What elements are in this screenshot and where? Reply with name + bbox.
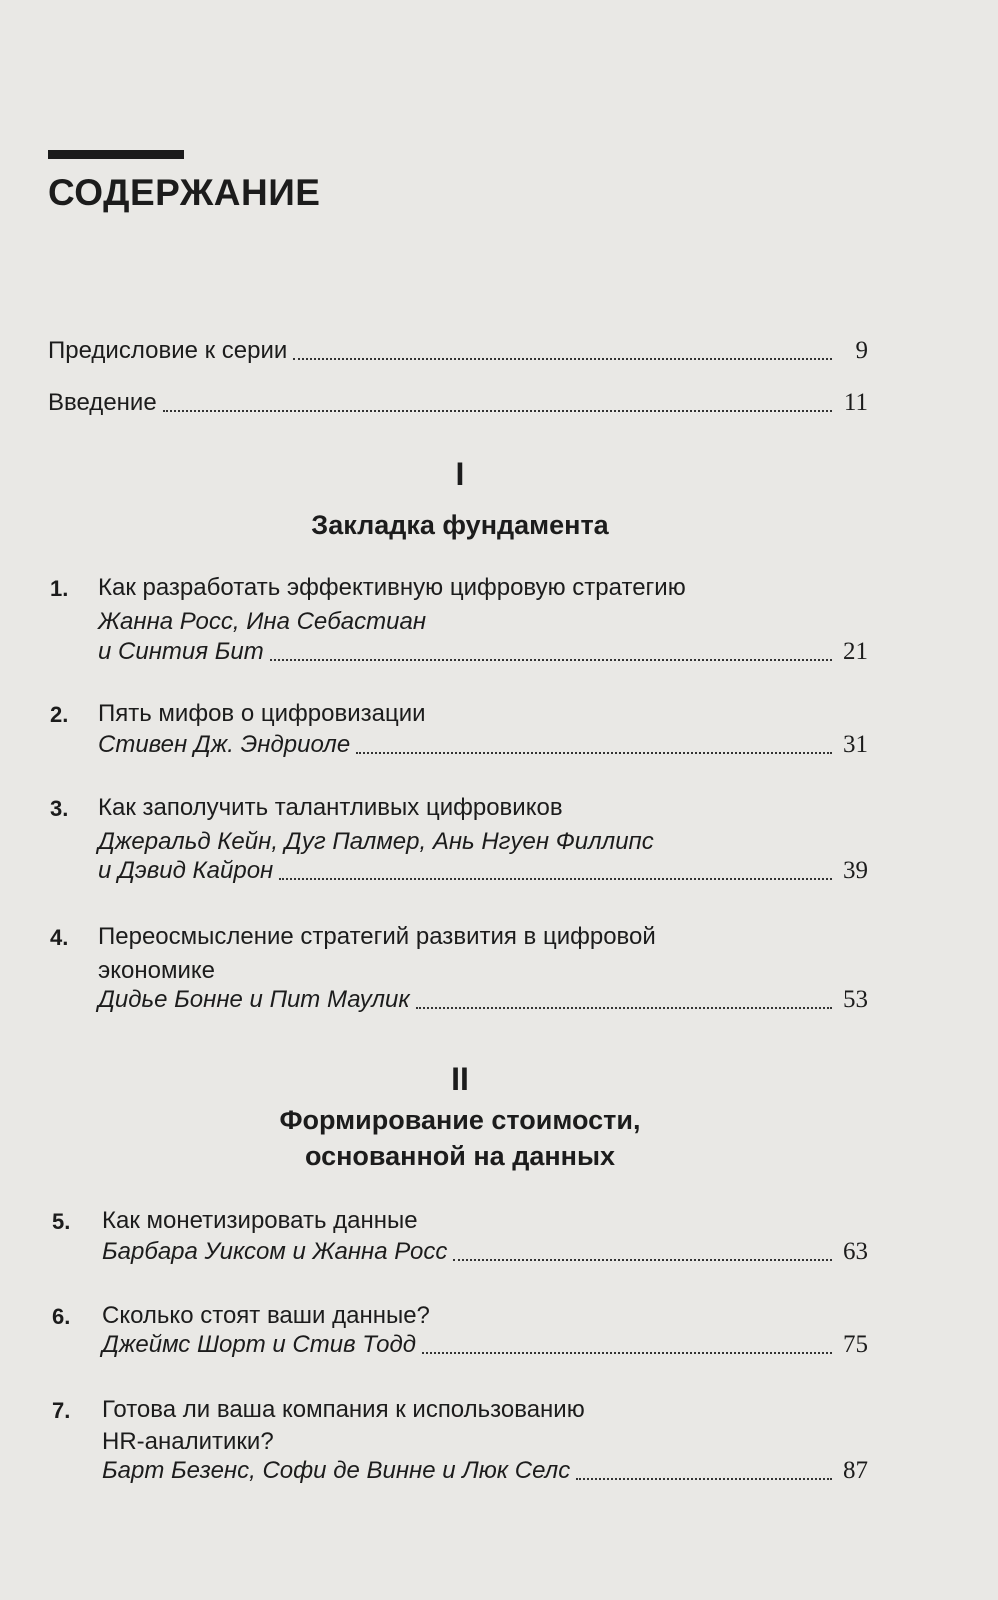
toc-entry-chapter-1 — [98, 633, 868, 667]
chapter-authors: Жанна Росс, Ина Себастиан — [98, 608, 427, 635]
toc-entry-chapter-4 — [98, 981, 868, 1015]
chapter-number: 7. — [52, 1398, 71, 1423]
page-number: 31 — [843, 731, 868, 758]
chapter-authors: Дидье Бонне и Пит Маулик — [98, 986, 410, 1013]
dot-leader — [270, 659, 832, 661]
chapter-title: Как разработать эффективную цифровую стратегию — [98, 574, 686, 601]
chapter-number: 3. — [50, 796, 69, 821]
page-number: 75 — [843, 1331, 868, 1358]
toc-entry-chapter-6 — [102, 1326, 868, 1360]
chapter-title: HR-аналитики? — [102, 1428, 274, 1455]
page-number: 9 — [855, 337, 868, 364]
chapter-title: Пять мифов о цифровизации — [98, 700, 426, 727]
dot-leader — [422, 1352, 832, 1354]
chapter-title: Переосмысление стратегий развития в цифровой — [98, 923, 656, 950]
chapter-authors: Джеймс Шорт и Стив Тодд — [102, 1331, 417, 1358]
dot-leader — [293, 358, 832, 360]
title-rule — [48, 150, 184, 159]
chapter-number: 1. — [50, 576, 69, 601]
chapter-number: 6. — [52, 1304, 71, 1329]
dot-leader — [163, 410, 832, 412]
chapter-authors: и Дэвид Кайрон — [98, 857, 274, 884]
part-title: основанной на данных — [304, 1141, 616, 1171]
toc-entry-preface — [48, 332, 868, 366]
page-number: 87 — [843, 1457, 868, 1484]
part-title: Формирование стоимости, — [279, 1105, 641, 1135]
page-number: 21 — [843, 638, 868, 665]
chapter-number: 4. — [50, 925, 69, 950]
chapter-authors: Барт Безенс, Софи де Винне и Люк Селс — [102, 1457, 571, 1484]
chapter-title: Как монетизировать данные — [102, 1207, 418, 1234]
dot-leader — [416, 1007, 832, 1009]
chapter-authors: Джеральд Кейн, Дуг Палмер, Ань Нгуен Филлипс — [98, 828, 654, 855]
chapter-authors: Барбара Уиксом и Жанна Росс — [102, 1238, 448, 1265]
chapter-number: 2. — [50, 702, 69, 727]
chapter-number: 5. — [52, 1209, 71, 1234]
dot-leader — [576, 1478, 832, 1480]
toc-entry-chapter-3 — [98, 852, 868, 886]
part-numeral: I — [455, 456, 465, 492]
chapter-title: Готова ли ваша компания к использованию — [102, 1396, 585, 1423]
page-number: 53 — [843, 986, 868, 1013]
entry-title: Предисловие к серии — [48, 337, 288, 364]
toc-entry-chapter-5 — [102, 1233, 868, 1267]
chapter-title: экономике — [98, 957, 215, 984]
toc-entry-chapter-2 — [98, 726, 868, 760]
chapter-authors: и Синтия Бит — [98, 638, 264, 665]
toc-entry-chapter-7 — [102, 1452, 868, 1486]
page-number: 39 — [843, 857, 868, 884]
page-number: 63 — [843, 1238, 868, 1265]
chapter-title: Сколько стоят ваши данные? — [102, 1302, 430, 1329]
dot-leader — [356, 752, 832, 754]
entry-title: Введение — [48, 389, 157, 416]
page-title: СОДЕРЖАНИЕ — [48, 172, 321, 213]
chapter-title: Как заполучить талантливых цифровиков — [98, 794, 563, 821]
page-number: 11 — [843, 389, 868, 416]
part-numeral: II — [451, 1061, 469, 1097]
chapter-authors: Стивен Дж. Эндриоле — [98, 731, 351, 758]
dot-leader — [453, 1259, 832, 1261]
part-title: Закладка фундамента — [311, 510, 609, 540]
toc-entry-introduction — [48, 384, 868, 418]
dot-leader — [279, 878, 832, 880]
